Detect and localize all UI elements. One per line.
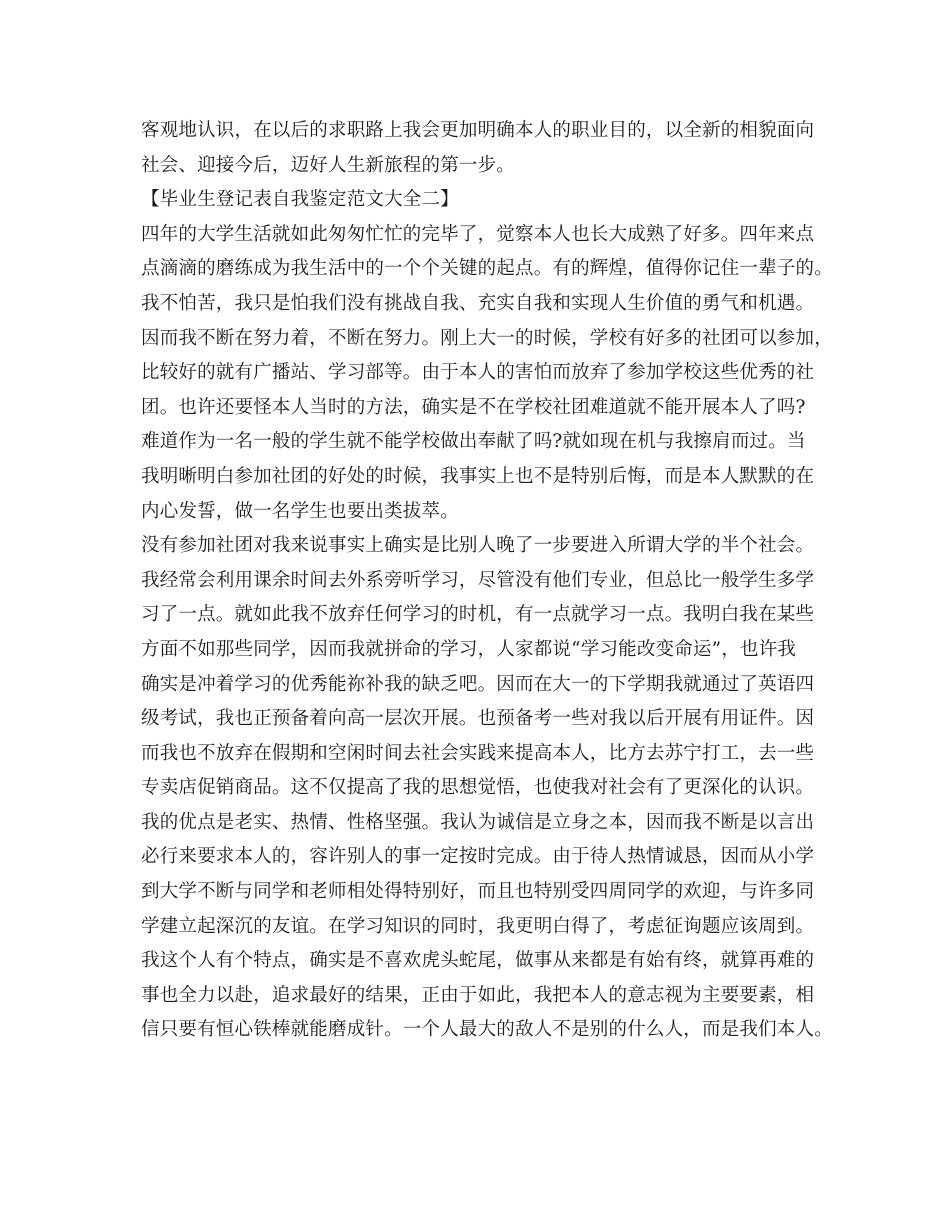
text-line: 确实是冲着学习的优秀能祢补我的缺乏吧。因而在大一的下学期我就通过了英语四 bbox=[141, 673, 815, 695]
text-line: 必行来要求本人的，容许别人的事一定按时完成。由于待人热情诚恳，因而从小学 bbox=[141, 846, 815, 868]
text-line: 四年的大学生活就如此匆匆忙忙的完毕了，觉察本人也长大成熟了好多。四年来点 bbox=[141, 223, 815, 245]
text-line: 事也全力以赴，追求最好的结果，正由于如此，我把本人的意志视为主要要素，相 bbox=[141, 984, 815, 1006]
document-body bbox=[141, 114, 831, 1048]
text-line: 我这个人有个特点，确实是不喜欢虎头蛇尾，做事从来都是有始有终，就算再难的 bbox=[141, 950, 815, 972]
text-line: 我经常会利用课余时间去外系旁听学习，尽管没有他们专业，但总比一般学生多学 bbox=[141, 569, 815, 591]
text-line: 没有参加社团对我来说事实上确实是比别人晚了一步要进入所谓大学的半个社会。 bbox=[141, 535, 815, 557]
text-line: 而我也不放弃在假期和空闲时间去社会实践来提高本人，比方去苏宁打工，去一些 bbox=[141, 742, 815, 764]
text-line: 信只要有恒心铁棒就能磨成针。一个人最大的敌人不是别的什么人，而是我们本人。 bbox=[141, 1019, 833, 1041]
text-line: 团。也许还要怪本人当时的方法，确实是不在学校社团难道就不能开展本人了吗? bbox=[141, 396, 806, 418]
text-line: 我的优点是老实、热情、性格坚强。我认为诚信是立身之本，因而我不断是以言出 bbox=[141, 811, 815, 833]
text-line: 我不怕苦，我只是怕我们没有挑战自我、充实自我和实现人生价值的勇气和机遇。 bbox=[141, 292, 815, 314]
text-line: 我明晰明白参加社团的好处的时候，我事实上也不是特别后悔，而是本人默默的在 bbox=[141, 465, 815, 487]
text-line: 到大学不断与同学和老师相处得特别好，而且也特别受四周同学的欢迎，与许多同 bbox=[141, 881, 815, 903]
text-line: 方面不如那些同学，因而我就拼命的学习，人家都说“学习能改变命运”，也许我 bbox=[141, 638, 797, 660]
text-line: 难道作为一名一般的学生就不能学校做出奉献了吗?就如现在机与我擦肩而过。当 bbox=[141, 431, 806, 453]
text-line: 习了一点。就如此我不放弃任何学习的时机，有一点就学习一点。我明白我在某些 bbox=[141, 604, 815, 626]
text-line: 客观地认识，在以后的求职路上我会更加明确本人的职业目的，以全新的相貌面向 bbox=[141, 120, 815, 141]
text-line: 社会、迎接今后，迈好人生新旅程的第一步。 bbox=[141, 154, 516, 176]
text-line: 学建立起深沉的友谊。在学习知识的同时，我更明白得了，考虑征询题应该周到。 bbox=[141, 915, 815, 937]
text-line: 点滴滴的磨练成为我生活中的一个个关键的起点。有的辉煌，值得你记住一辈子的。 bbox=[141, 258, 833, 280]
text-line: 内心发誓，做一名学生也要出类拔萃。 bbox=[141, 500, 459, 522]
text-line: 因而我不断在努力着，不断在努力。刚上大一的时候，学校有好多的社团可以参加， bbox=[141, 327, 833, 349]
text-line: 级考试，我也正预备着向高一层次开展。也预备考一些对我以后开展有用证件。因 bbox=[141, 708, 815, 730]
text-line: 专卖店促销商品。这不仅提高了我的思想觉悟，也使我对社会有了更深化的认识。 bbox=[141, 777, 815, 799]
section-heading: 【毕业生登记表自我鉴定范文大全二】 bbox=[141, 189, 459, 211]
text-line: 比较好的就有广播站、学习部等。由于本人的害怕而放弃了参加学校这些优秀的社 bbox=[141, 362, 815, 384]
